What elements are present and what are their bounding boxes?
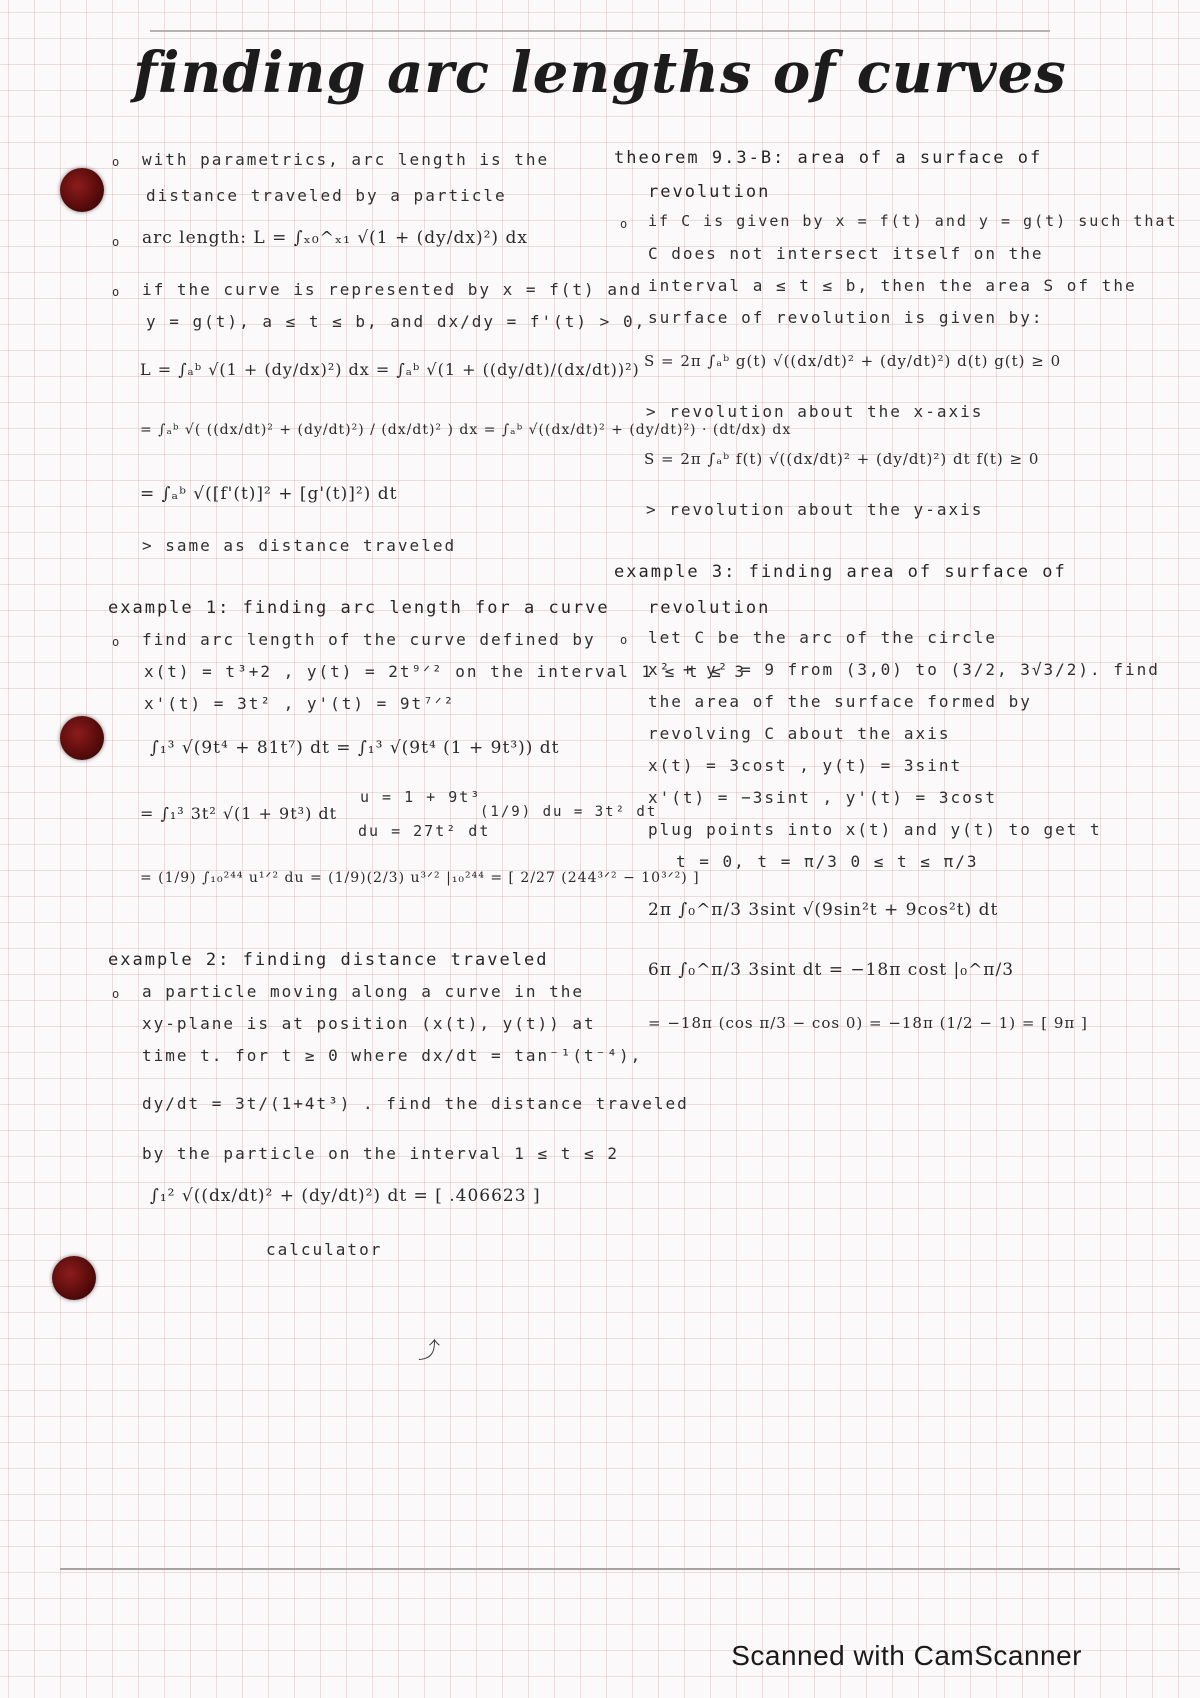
same-as-note: > same as distance traveled [142,536,457,555]
page-title: finding arc lengths of curves [133,40,1067,106]
example-3-integral-2: 6π ∫₀^π/3 3sint dt = −18π cost |₀^π/3 [648,960,1015,980]
page-bottom-edge [60,1568,1180,1570]
bullet: o [112,155,120,169]
binder-hole-top [60,168,104,212]
example-1-title: example 1: finding arc length for a curve [108,598,610,618]
example-2-line-3: time t. for t ≥ 0 where dx/dt = tan⁻¹(t⁻⁴), [142,1046,643,1065]
example-3-line-8: t = 0, t = π/3 0 ≤ t ≤ π/3 [676,852,979,871]
example-3-line-6: x'(t) = −3sint , y'(t) = 3cost [648,788,997,807]
example-2-line-5: by the particle on the interval 1 ≤ t ≤ 2 [142,1144,619,1163]
arrow-icon: ⤴ [418,1339,441,1364]
derivation-eq-2: = ∫ₐᵇ √( ((dx/dt)² + (dy/dt)²) / (dx/dt)² ) dx = ∫ₐᵇ √((dx/dt)² + (dy/dt)²) · (dt/dx) dx [140,422,792,438]
example-1-line-2: x(t) = t³+2 , y(t) = 2t⁹ᐟ² on the interval 1 ≤ t ≤ 3 [144,662,747,681]
example-2-line-4: dy/dt = 3t/(1+4t³) . find the distance traveled [142,1094,689,1113]
example-3-line-5: x(t) = 3cost , y(t) = 3sint [648,756,963,775]
curve-line-2: y = g(t), a ≤ t ≤ b, and dx/dy = f'(t) > 0, [146,312,647,331]
example-3-title-2: revolution [648,598,771,618]
derivation-eq-1: L = ∫ₐᵇ √(1 + (dy/dx)²) dx = ∫ₐᵇ √(1 + ((dy/dt)/(dx/dt))²) [140,360,640,379]
bullet: o [112,235,120,249]
revolution-x-text: revolution about the x-axis [669,402,984,421]
example-1-du: du = 27t² dt [358,822,491,840]
arc-length-formula: arc length: L = ∫ₓ₀^ₓ₁ √(1 + (dy/dx)²) dx [142,228,528,248]
example-2-integral: ∫₁² √((dx/dt)² + (dy/dt)²) dt = [ .406623 ] [150,1186,541,1206]
example-2-line-1: a particle moving along a curve in the [142,982,585,1001]
binder-hole-middle [60,716,104,760]
intro-line-1: with parametrics, arc length is the [142,150,550,169]
revolution-y-note: > revolution about the y-axis [646,500,984,519]
example-3-line-7: plug points into x(t) and y(t) to get t [648,820,1102,839]
derivation-eq-3: = ∫ₐᵇ √([f'(t)]² + [g'(t)]²) dt [140,484,398,504]
scanner-watermark: Scanned with CamScanner [731,1640,1082,1671]
example-3-line-2: x² + y² = 9 from (3,0) to (3/2, 3√3/2). find [648,660,1160,679]
calculator-note: calculator [266,1240,383,1259]
bullet: o [620,217,628,231]
bullet: o [620,633,628,647]
theorem-title: theorem 9.3-B: area of a surface of [614,148,1043,168]
curve-line-1: if the curve is represented by x = f(t) and [142,280,643,299]
example-1-line-3: x'(t) = 3t² , y'(t) = 9t⁷ᐟ² [144,694,456,713]
revolution-y-text: revolution about the y-axis [669,500,984,519]
example-3-result: = −18π (cos π/3 − cos 0) = −18π (1/2 − 1) = [ 9π ] [648,1014,1088,1032]
example-3-line-4: revolving C about the axis [648,724,951,743]
bullet: o [112,285,120,299]
theorem-line-3: interval a ≤ t ≤ b, then the area S of the [648,276,1137,295]
theorem-line-1: if C is given by x = f(t) and y = g(t) such that [648,212,1178,230]
example-3-integral: 2π ∫₀^π/3 3sint √(9sin²t + 9cos²t) dt [648,900,999,920]
surface-y-formula: S = 2π ∫ₐᵇ f(t) √((dx/dt)² + (dy/dt)²) dt f(t) ≥ 0 [644,450,1040,468]
example-1-result: = (1/9) ∫₁₀²⁴⁴ u¹ᐟ² du = (1/9)(2/3) u³ᐟ² |₁₀²⁴⁴ = [ 2/27 (244³ᐟ² − 10³ᐟ²) ] [140,870,700,886]
page-top-edge [150,30,1050,32]
example-1-u: u = 1 + 9t³ [360,788,482,806]
example-3-line-3: the area of the surface formed by [648,692,1032,711]
example-2-line-2: xy-plane is at position (x(t), y(t)) at [142,1014,596,1033]
example-3-line-1: let C be the arc of the circle [648,628,997,647]
theorem-line-2: C does not intersect itself on the [648,244,1044,263]
same-as-text: same as distance traveled [165,536,457,555]
example-3-title: example 3: finding area of surface of [614,562,1067,582]
example-1-substitution-integral: = ∫₁³ 3t² √(1 + 9t³) dt [140,804,338,823]
binder-hole-bottom [52,1256,96,1300]
example-1-line-1: find arc length of the curve defined by [142,630,596,649]
revolution-x-note: > revolution about the x-axis [646,402,984,421]
surface-x-formula: S = 2π ∫ₐᵇ g(t) √((dx/dt)² + (dy/dt)²) d(t) g(t) ≥ 0 [644,352,1062,370]
bullet: o [112,987,120,1001]
bullet: o [112,635,120,649]
example-1-du-scaled: (1/9) du = 3t² dt [480,804,658,820]
theorem-line-4: surface of revolution is given by: [648,308,1044,327]
example-1-integral: ∫₁³ √(9t⁴ + 81t⁷) dt = ∫₁³ √(9t⁴ (1 + 9t³)) dt [150,738,560,758]
theorem-title-2: revolution [648,182,771,202]
intro-line-2: distance traveled by a particle [146,186,507,205]
example-2-title: example 2: finding distance traveled [108,950,549,970]
